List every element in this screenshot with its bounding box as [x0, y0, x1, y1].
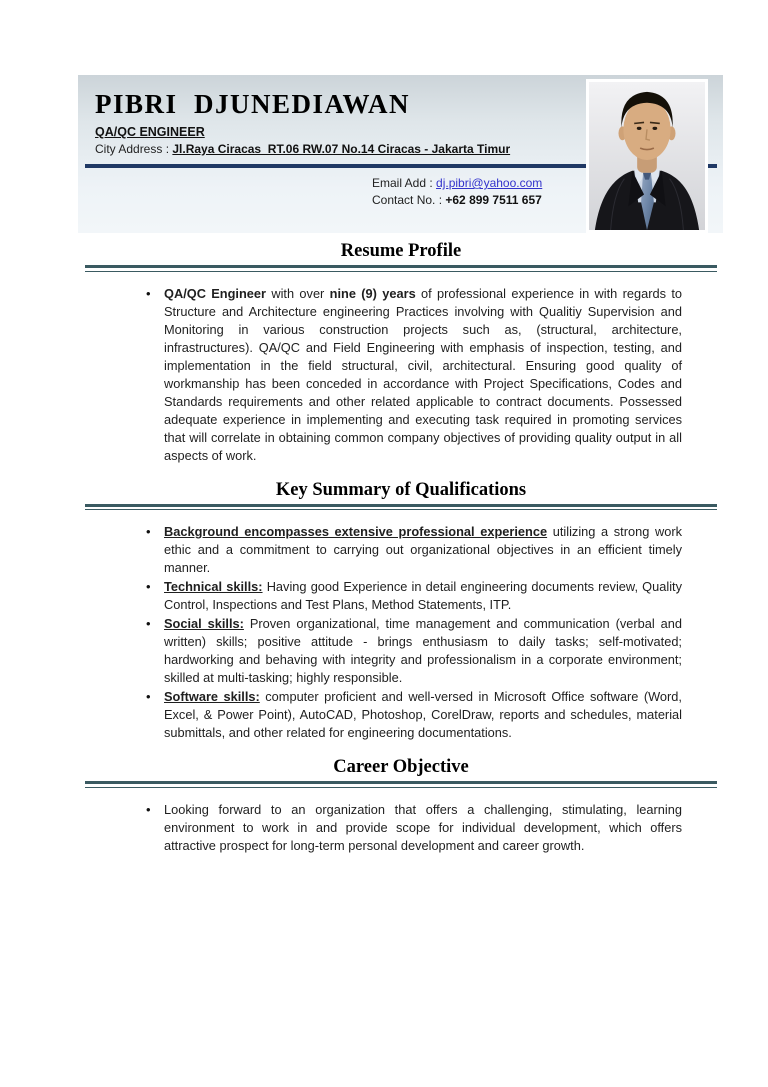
- phone-row: [372, 192, 542, 209]
- section-bullet-list: [85, 523, 717, 742]
- bullet-text: computer proficient and well-versed in Microsoft Office software (Word, Excel, & Power Point), AutoCAD, Photoshop, CorelDraw, reports and schedules, material submittals, and other related for engineering documentations.: [164, 689, 682, 740]
- bullet-text: with over: [266, 285, 330, 301]
- section-divider: [85, 265, 717, 272]
- email-row: [372, 175, 542, 192]
- section-divider: [85, 781, 717, 788]
- portrait-photo-illustration: [589, 82, 705, 230]
- bullet-emphasis-text: Social skills:: [164, 616, 244, 631]
- bullet-emphasis-text: QA/QC Engineer: [164, 285, 267, 301]
- candidate-name: PIBRI DJUNEDIAWAN: [95, 89, 411, 119]
- portrait-photo: [586, 79, 708, 233]
- email-label: Email Add :: [372, 176, 437, 190]
- resume-section: [85, 756, 717, 855]
- address-line: [95, 142, 510, 156]
- address-label: City Address :: [95, 142, 173, 156]
- bullet-item: [164, 578, 682, 614]
- section-bullet-list: [85, 801, 717, 855]
- contact-block: [372, 175, 542, 209]
- bullet-item: [164, 688, 682, 742]
- bullet-text: Having good Experience in detail engineering documents review, Quality Control, Inspections and Test Plans, Method Statements, ITP.: [164, 579, 682, 612]
- bullet-item: [164, 285, 682, 465]
- section-heading: Career Objective: [333, 757, 469, 777]
- bullet-emphasis-text: nine (9) years: [329, 285, 416, 301]
- section-heading: Key Summary of Qualifications: [275, 479, 527, 500]
- resume-section: [85, 479, 717, 743]
- bullet-item: [164, 615, 682, 687]
- resume-section: [85, 240, 717, 465]
- section-heading: Resume Profile: [340, 241, 462, 261]
- resume-sections: [85, 240, 717, 856]
- bullet-text: Proven organizational, time management and communication (verbal and written) skills; positive attitude - brings enthusiasm to daily tasks; self-motivated; hardworking and behaving with integrity and professionalism in a corporate environment; skilled at multi-tasking; highly responsible.: [164, 616, 682, 685]
- bullet-item: [164, 523, 682, 577]
- resume-header: [78, 75, 723, 233]
- bullet-text: of professional experience in with regards to Structure and Architecture engineering Practices involving with Qualitiy Supervision and Monitoring in various construction projects such as, (structural, architecture, infrastructures). QA/QC and Field Engineering with emphasis of inspection, testing, and implementation in the field structural, civil, architectural. Ensuring good quality of workmanship has been conceded in accordance with Project Specifications, Codes and Standards requirements and other related applicable to contract documents. Possessed adequate experience in implementing and executing task required in promoting services that will correlate in obtaining common company objectives of providing quality output in all aspects of work.: [164, 285, 682, 463]
- bullet-text: Looking forward to an organization that offers a challenging, stimulating, learning environment to work in and provide scope for individual development, which offers attractive prospect for long-term personal development and career growth.: [164, 801, 682, 853]
- bullet-emphasis-text: Technical skills:: [164, 579, 263, 594]
- bullet-emphasis-text: Background encompasses extensive professional experience: [164, 524, 548, 539]
- section-bullet-list: [85, 285, 717, 465]
- bullet-item: [164, 801, 682, 855]
- section-divider: [85, 504, 717, 511]
- phone-label: Contact No. :: [372, 193, 446, 207]
- phone-number: +62 899 7511 657: [445, 193, 542, 207]
- email-link[interactable]: dj.pibri@yahoo.com: [436, 176, 543, 190]
- job-title: QA/QC ENGINEER: [95, 125, 205, 139]
- address-value: Jl.Raya Ciracas RT.06 RW.07 No.14 Ciracas - Jakarta Timur: [172, 142, 511, 156]
- bullet-emphasis-text: Software skills:: [164, 689, 260, 704]
- bullet-text: utilizing a strong work ethic and a commitment to carrying out organizational objectives in an efficient timely manner.: [164, 524, 682, 575]
